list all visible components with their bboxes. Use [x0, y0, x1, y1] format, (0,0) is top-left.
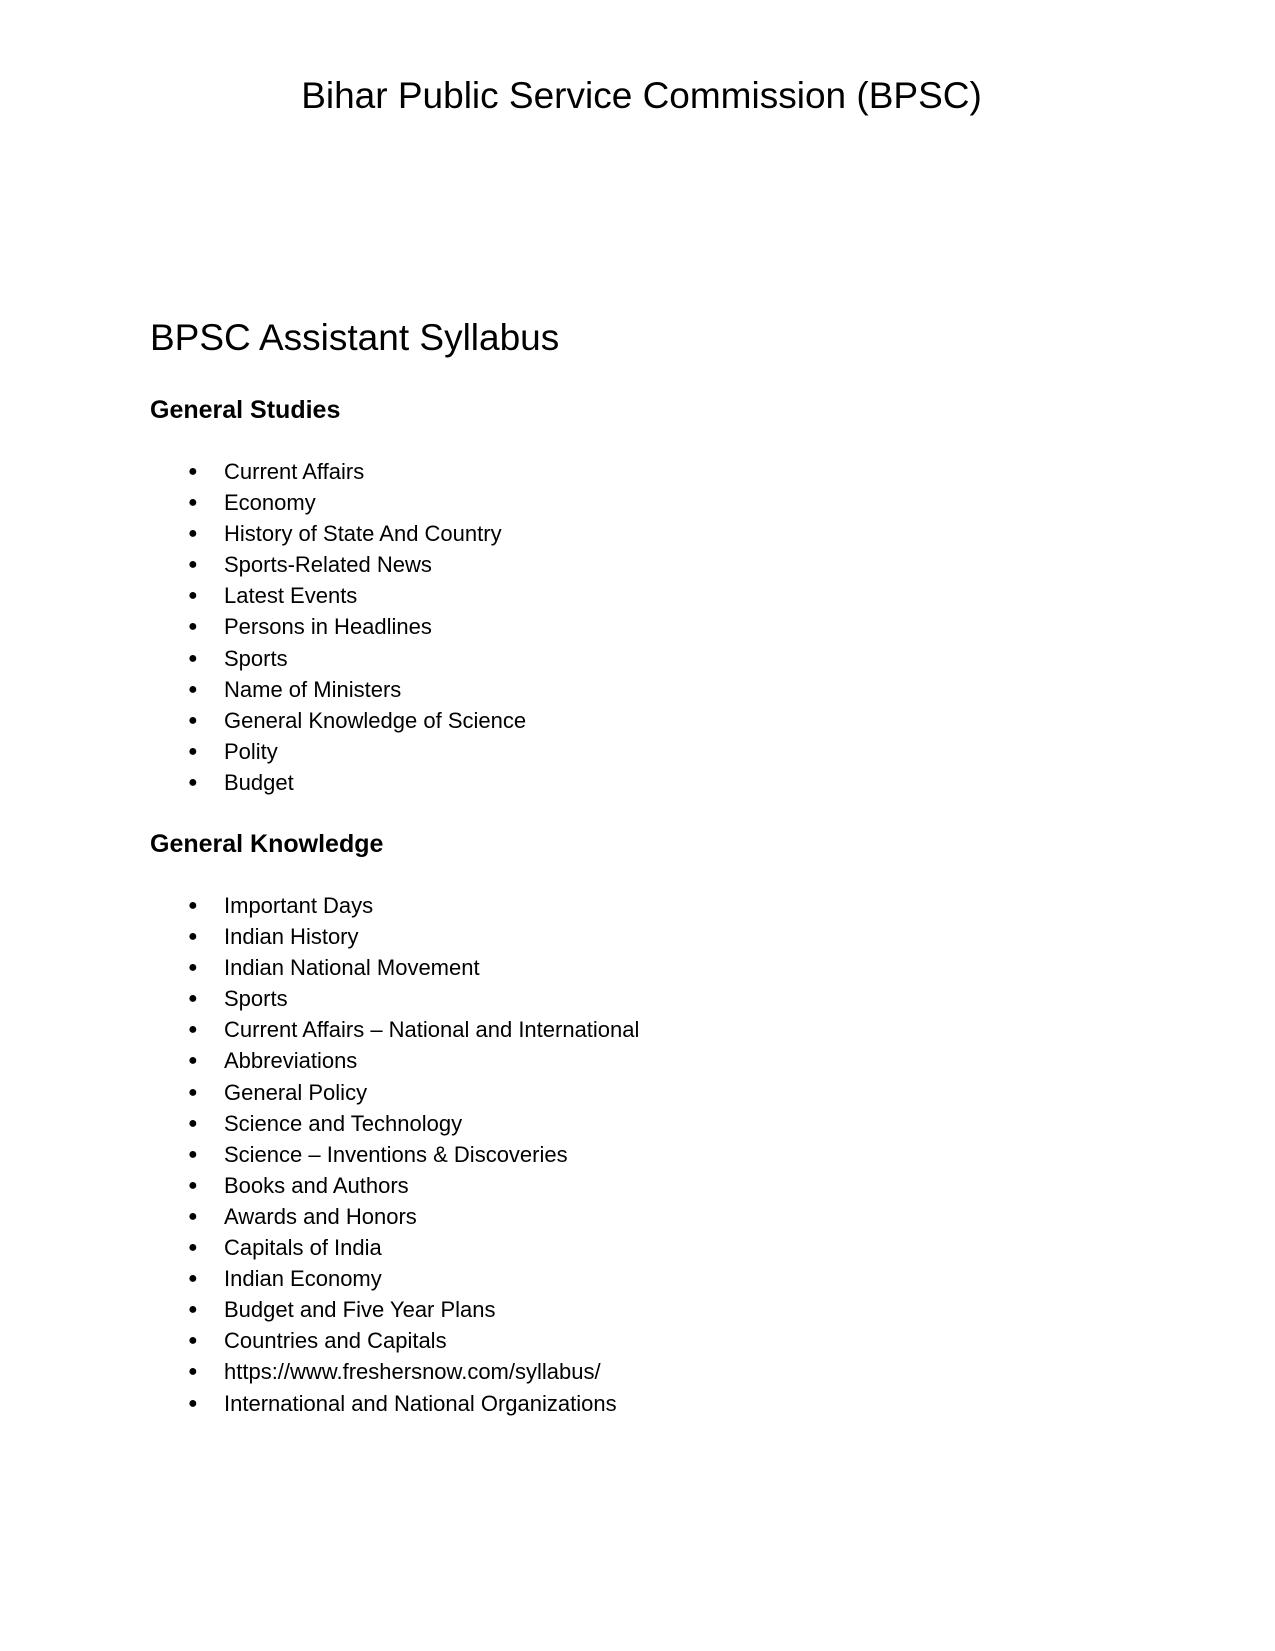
list-item: [150, 983, 639, 1014]
list-item-text: Latest Events: [224, 583, 358, 609]
list-item: [150, 705, 526, 736]
list-item-text: Persons in Headlines: [224, 614, 432, 640]
list-item-text: Books and Authors: [224, 1172, 409, 1198]
bullet-icon: ●: [188, 1176, 198, 1194]
list-item-text: https://www.freshersnow.com/syllabus/: [224, 1359, 601, 1385]
list-item-text: Sports: [224, 645, 288, 671]
bullet-icon: ●: [188, 1145, 198, 1163]
list-item-text: Indian History: [224, 924, 359, 950]
list-item: [150, 1139, 639, 1170]
list-item: [150, 1201, 639, 1232]
list-item: [150, 1232, 639, 1263]
list-item: [150, 674, 526, 705]
bullet-icon: ●: [188, 928, 198, 946]
bullet-icon: ●: [188, 1114, 198, 1132]
list-item-text: Economy: [224, 490, 316, 516]
bullet-icon: ●: [188, 1332, 198, 1350]
bullet-icon: ●: [188, 649, 198, 667]
list-item: [150, 1388, 639, 1419]
bullet-icon: ●: [188, 1021, 198, 1039]
bullet-icon: ●: [188, 525, 198, 543]
list-item: [150, 643, 526, 674]
list-item: [150, 1294, 639, 1325]
list-item-text: Sports: [224, 986, 288, 1012]
bullet-icon: ●: [188, 463, 198, 480]
list-item-text: Science and Technology: [224, 1110, 463, 1136]
bullet-icon: ●: [188, 773, 198, 791]
list-item: [150, 1108, 639, 1139]
document-title: Bihar Public Service Commission (BPSC): [301, 75, 982, 116]
list-item-text: Awards and Honors: [224, 1203, 417, 1229]
bullet-icon: ●: [188, 959, 198, 977]
list-item: [150, 549, 526, 580]
list-item-text: General Knowledge of Science: [224, 707, 527, 733]
list-item: [150, 1077, 639, 1108]
list-item: [150, 1325, 639, 1356]
list-item: [150, 1014, 639, 1045]
list-item-text: Important Days: [224, 893, 374, 918]
bullet-icon: ●: [188, 711, 198, 729]
list-item-text: Capitals of India: [224, 1235, 382, 1261]
list-item: [150, 952, 639, 983]
list-item: [150, 1045, 639, 1076]
section-heading-general-studies: General Studies: [150, 396, 341, 424]
list-item-text: Science – Inventions & Discoveries: [224, 1141, 568, 1167]
bullet-icon: ●: [188, 742, 198, 760]
list-item: [150, 767, 526, 798]
list-item: [150, 890, 639, 921]
list-item: [150, 921, 639, 952]
list-item-text: Budget and Five Year Plans: [224, 1297, 496, 1323]
bullet-icon: ●: [188, 494, 198, 512]
bullet-icon: ●: [188, 1207, 198, 1225]
list-item-text: Countries and Capitals: [224, 1328, 447, 1354]
bullet-icon: ●: [188, 1052, 198, 1070]
bullet-icon: ●: [188, 1239, 198, 1257]
list-item-text: Current Affairs – National and International: [224, 1017, 640, 1043]
bullet-icon: ●: [188, 1301, 198, 1319]
section-heading-general-knowledge: General Knowledge: [150, 830, 384, 858]
bullet-icon: ●: [188, 1394, 198, 1412]
list-item: [150, 580, 526, 611]
bullet-icon: ●: [188, 1270, 198, 1288]
list-item-text: Budget: [224, 769, 294, 795]
list-item: [150, 1356, 639, 1387]
bullet-icon: ●: [188, 1083, 198, 1101]
list-item: [150, 456, 526, 487]
list-item: [150, 611, 526, 642]
bullet-icon: ●: [188, 990, 198, 1008]
list-item-text: International and National Organizations: [224, 1390, 617, 1416]
list-item-text: Name of Ministers: [224, 676, 402, 702]
list-item-text: General Policy: [224, 1079, 368, 1105]
list-item-text: History of State And Country: [224, 521, 502, 547]
bullet-icon: ●: [188, 680, 198, 698]
list-item: [150, 736, 526, 767]
bullet-icon: ●: [188, 1363, 198, 1381]
list-item: [150, 518, 526, 549]
list-item-text: Indian National Movement: [224, 955, 480, 981]
general-studies-list: [150, 456, 526, 798]
bullet-icon: ●: [188, 897, 198, 914]
list-item: [150, 1170, 639, 1201]
list-item-text: Indian Economy: [224, 1266, 382, 1292]
list-item-text: Polity: [224, 738, 278, 764]
list-item-text: Sports-Related News: [224, 552, 432, 578]
list-item-text: Current Affairs: [224, 459, 365, 484]
syllabus-heading: BPSC Assistant Syllabus: [150, 317, 560, 358]
list-item-text: Abbreviations: [224, 1048, 358, 1074]
list-item: [150, 1263, 639, 1294]
bullet-icon: ●: [188, 618, 198, 636]
bullet-icon: ●: [188, 587, 198, 605]
bullet-icon: ●: [188, 556, 198, 574]
general-knowledge-list: [150, 890, 639, 1419]
list-item: [150, 487, 526, 518]
